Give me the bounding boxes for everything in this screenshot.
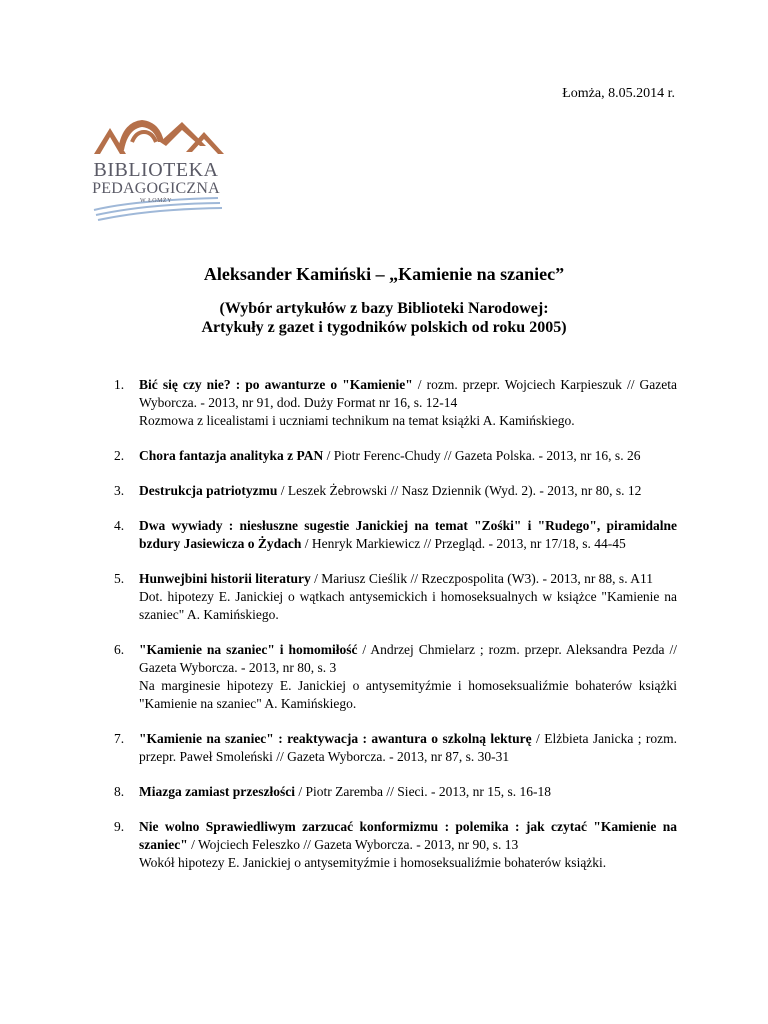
item-citation: / Piotr Ferenc-Chudy // Gazeta Polska. - 2013, nr 16, s. 26 xyxy=(323,448,641,463)
item-number: 2. xyxy=(114,448,125,463)
subtitle-line-2: Artykuły z gazet i tygodników polskich od roku 2005) xyxy=(201,319,567,336)
item-citation: / rozm. przepr. Wojciech Karpieszuk // Gazeta Wyborcza. - 2013, nr 91, dod. Duży Format nr 16, s. 12-14 xyxy=(139,377,678,410)
item-citation: / Leszek Żebrowski // Nasz Dziennik (Wyd. 2). - 2013, nr 80, s. 12 xyxy=(277,483,642,498)
item-citation: / Piotr Zaremba // Sieci. - 2013, nr 15, s. 16-18 xyxy=(294,784,552,799)
item-number: 4. xyxy=(114,518,125,533)
item-title: Bić się czy nie? : po awanturze o "Kamienie" xyxy=(139,377,413,392)
item-number: 5. xyxy=(114,571,125,586)
item-title: Miazga zamiast przeszłości xyxy=(139,784,295,799)
list-item xyxy=(0,376,677,430)
item-number: 8. xyxy=(114,784,125,799)
subtitle-line-1: (Wybór artykułów z bazy Biblioteki Narodowej: xyxy=(219,300,549,317)
item-note: Dot. hipotezy E. Janickiej o wątkach antysemickich i homoseksualnych w książce "Kamienie na szaniec" A. Kamińskiego. xyxy=(139,589,677,622)
item-title: Dwa wywiady : niesłuszne sugestie Janickiej na temat "Zośki" i "Rudego", piramidalne bzdury Jasiewicza o Żydach xyxy=(139,518,677,551)
item-citation: / Mariusz Cieślik // Rzeczpospolita (W3). - 2013, nr 88, s. A11 xyxy=(310,571,653,586)
document-date: Łomża, 8.05.2014 r. xyxy=(562,86,675,101)
logo-line-1: BIBLIOTEKA xyxy=(93,159,219,181)
list-item xyxy=(0,641,677,713)
item-number: 9. xyxy=(114,819,125,834)
item-title: "Kamienie na szaniec" : reaktywacja : awantura o szkolną lekturę xyxy=(139,731,532,746)
item-citation: / Andrzej Chmielarz ; rozm. przepr. Aleksandra Pezda // Gazeta Wyborcza. - 2013, nr 80, s. 3 xyxy=(139,642,677,675)
item-title: Destrukcja patriotyzmu xyxy=(139,483,278,498)
article-list xyxy=(0,376,768,889)
item-number: 3. xyxy=(114,483,125,498)
list-item xyxy=(0,517,677,553)
item-title: Nie wolno Sprawiedliwym zarzucać konformizmu : polemika : jak czytać "Kamienie na szaniec" xyxy=(139,819,677,852)
list-item xyxy=(0,482,677,500)
item-title: Chora fantazja analityka z PAN xyxy=(139,448,324,463)
library-logo xyxy=(86,112,226,227)
list-item xyxy=(0,570,677,624)
item-number: 1. xyxy=(114,377,125,392)
list-item xyxy=(0,730,677,766)
document-subtitle xyxy=(0,299,768,337)
logo-line-2: PEDAGOGICZNA xyxy=(92,180,220,197)
item-number: 7. xyxy=(114,731,125,746)
list-item xyxy=(0,447,677,465)
item-title: Hunwejbini historii literatury xyxy=(139,571,311,586)
item-note: Na marginesie hipotezy E. Janickiej o antysemityźmie i homoseksualiźmie bohaterów książki "Kamienie na szaniec" A. Kamińskiego. xyxy=(139,678,677,711)
logo-line-3: W ŁOMŻY xyxy=(140,198,172,204)
list-item xyxy=(0,818,677,872)
item-title: "Kamienie na szaniec" i homomiłość xyxy=(139,642,358,657)
item-note: Rozmowa z licealistami i uczniami technikum na temat książki A. Kamińskiego. xyxy=(139,413,575,428)
item-number: 6. xyxy=(114,642,125,657)
item-note: Wokół hipotezy E. Janickiej o antysemityźmie i homoseksualiźmie bohaterów książki. xyxy=(139,855,607,870)
item-citation: / Elżbieta Janicka ; rozm. przepr. Paweł Smoleński // Gazeta Wyborcza. - 2013, nr 87, s. 30-31 xyxy=(139,731,678,764)
document-title: Aleksander Kamiński – „Kamienie na szaniec” xyxy=(203,264,565,284)
item-citation: / Henryk Markiewicz // Przegląd. - 2013, nr 17/18, s. 44-45 xyxy=(301,536,626,551)
list-item xyxy=(0,783,677,801)
item-citation: / Wojciech Feleszko // Gazeta Wyborcza. - 2013, nr 90, s. 13 xyxy=(187,837,519,852)
